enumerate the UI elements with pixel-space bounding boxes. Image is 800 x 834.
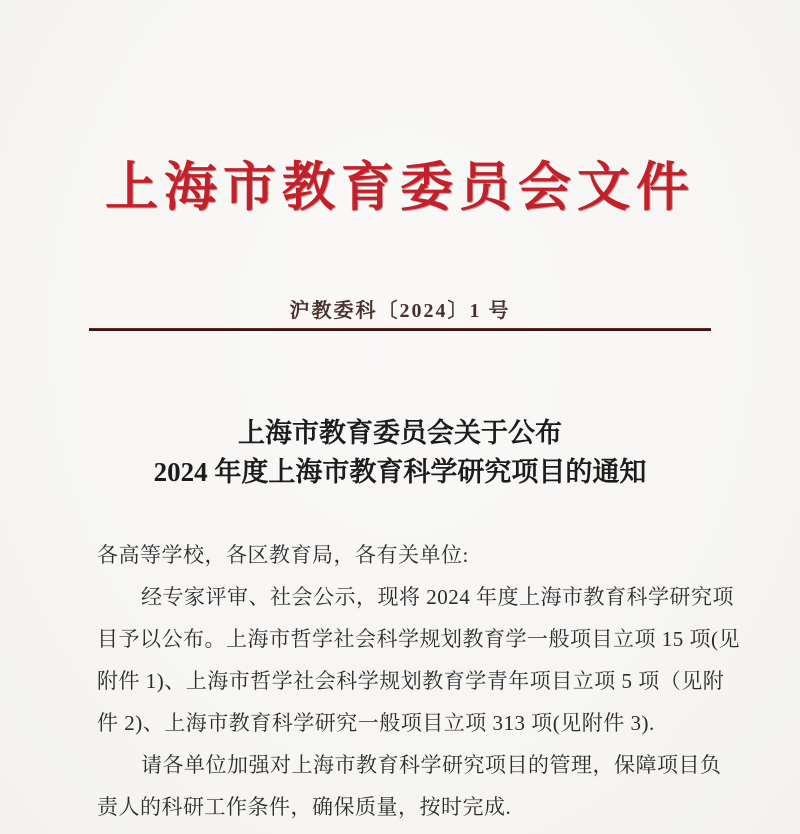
document-number: 沪教委科〔2024〕1 号 [289, 300, 511, 322]
letterhead-title: 上海市教育委员会文件 [105, 159, 695, 217]
paragraph1-line-3: 附件 1)、上海市哲学社会科学规划教育学青年项目立项 5 项（见附 [97, 669, 725, 693]
paragraph2-line-2: 责人的科研工作条件，确保质量，按时完成. [97, 795, 512, 819]
document-title-line-1: 上海市教育委员会关于公布 [238, 418, 562, 448]
paragraph1-line-4: 件 2)、上海市教育科学研究一般项目立项 313 项(见附件 3). [97, 711, 655, 735]
document-body [97, 534, 740, 828]
paragraph1-line-1: 经专家评审、社会公示，现将 2024 年度上海市教育科学研究项 [141, 585, 734, 609]
salutation-line: 各高等学校，各区教育局，各有关单位: [97, 543, 469, 567]
paragraph1-line-2: 目予以公布。上海市哲学社会科学规划教育学一般项目立项 15 项(见 [97, 627, 740, 651]
paragraph2-line-1: 请各单位加强对上海市教育科学研究项目的管理，保障项目负 [141, 753, 722, 777]
document-title-line-2: 2024 年度上海市教育科学研究项目的通知 [153, 457, 647, 487]
document-title [0, 414, 800, 492]
letterhead-separator-rule [89, 328, 711, 331]
